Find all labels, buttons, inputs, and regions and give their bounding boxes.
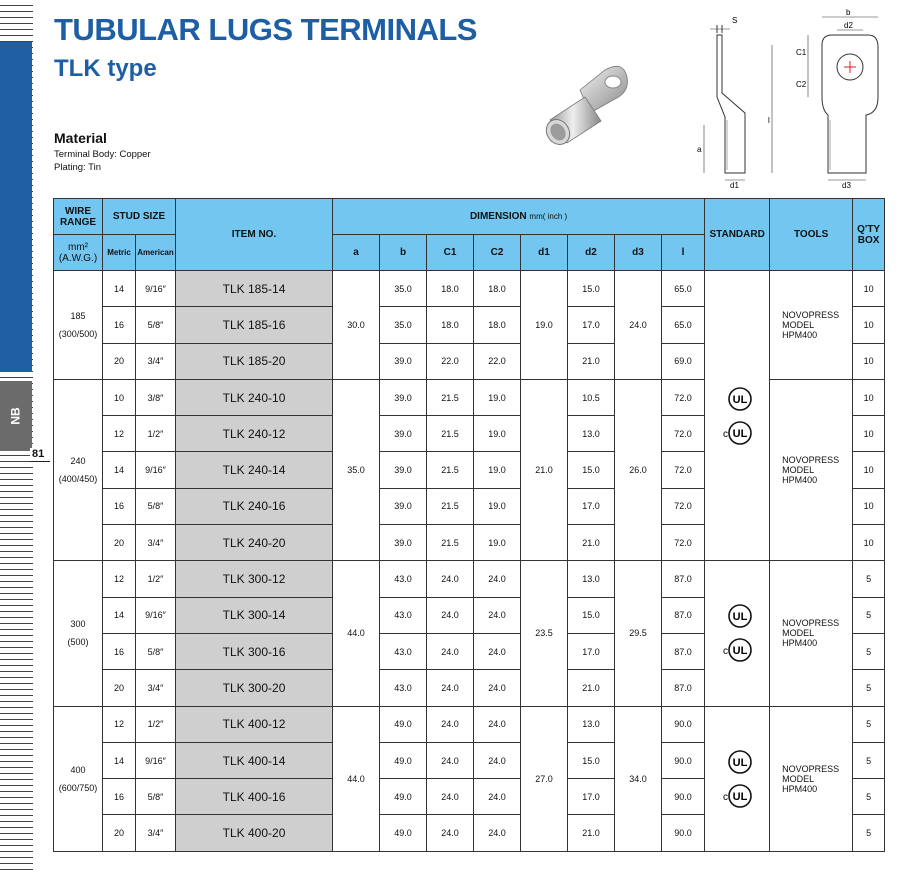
cell-dim-c2: 19.0	[474, 416, 521, 452]
cell-dim-c2: 24.0	[474, 706, 521, 742]
cell-american: 5/8″	[136, 488, 176, 524]
cell-qty: 10	[853, 488, 885, 524]
cell-item-no: TLK 240-14	[176, 452, 333, 488]
cell-item-no: TLK 240-12	[176, 416, 333, 452]
cell-dim-c1: 18.0	[427, 307, 474, 343]
lug-dimension-diagram	[690, 5, 900, 190]
wire-range-awg: (600/750)	[58, 782, 98, 793]
page-title: TUBULAR LUGS TERMINALS	[54, 12, 477, 47]
cell-metric: 16	[103, 633, 136, 669]
cell-qty: 5	[853, 779, 885, 815]
cell-tools	[770, 379, 853, 560]
cell-american: 9/16″	[136, 452, 176, 488]
wire-range-value: 400	[70, 764, 86, 775]
cell-dim-d3: 34.0	[615, 706, 662, 851]
section-tab	[0, 381, 32, 451]
cell-dim-l: 65.0	[662, 307, 705, 343]
tools-text: NOVOPRESS	[782, 763, 840, 774]
cell-dim-l: 90.0	[662, 779, 705, 815]
header-standard: STANDARD	[705, 199, 770, 271]
cell-item-no: TLK 240-10	[176, 379, 333, 415]
cell-dim-b: 39.0	[380, 488, 427, 524]
cell-dim-c2: 19.0	[474, 525, 521, 561]
ul-listed-icon	[721, 602, 753, 630]
cell-american: 3/4″	[136, 343, 176, 379]
cell-dim-b: 39.0	[380, 416, 427, 452]
cell-dim-b: 43.0	[380, 561, 427, 597]
cell-dim-b: 39.0	[380, 379, 427, 415]
header-d1: d1	[521, 235, 568, 271]
ul-mark-text: UL	[732, 645, 748, 658]
cell-dim-l: 87.0	[662, 633, 705, 669]
cell-metric: 14	[103, 452, 136, 488]
cell-dim-d2: 17.0	[568, 307, 615, 343]
cell-dim-c1: 21.5	[427, 488, 474, 524]
cell-standard	[705, 561, 770, 706]
cell-dim-l: 90.0	[662, 815, 705, 851]
cell-dim-l: 90.0	[662, 706, 705, 742]
ul-mark-text: UL	[732, 790, 748, 803]
cell-dim-b: 43.0	[380, 633, 427, 669]
cell-qty: 5	[853, 706, 885, 742]
cell-dim-c2: 22.0	[474, 343, 521, 379]
cell-qty: 10	[853, 525, 885, 561]
cell-american: 3/8″	[136, 379, 176, 415]
cell-dim-c2: 18.0	[474, 307, 521, 343]
cell-dim-l: 87.0	[662, 561, 705, 597]
cell-dim-d2: 13.0	[568, 706, 615, 742]
c-mark-text: c	[723, 646, 729, 658]
spec-table-body	[54, 271, 885, 852]
header-wire-unit: mm² (A.W.G.)	[54, 235, 103, 271]
cell-dim-c2: 24.0	[474, 633, 521, 669]
cell-item-no: TLK 400-14	[176, 742, 333, 778]
table-row	[54, 706, 885, 742]
cell-american: 1/2″	[136, 706, 176, 742]
cell-qty: 10	[853, 452, 885, 488]
cell-item-no: TLK 300-14	[176, 597, 333, 633]
header-l: l	[662, 235, 705, 271]
cell-metric: 12	[103, 416, 136, 452]
cell-dim-d3: 29.5	[615, 561, 662, 706]
cell-dim-d2: 13.0	[568, 561, 615, 597]
cell-item-no: TLK 300-16	[176, 633, 333, 669]
cell-dim-l: 65.0	[662, 271, 705, 307]
cell-dim-b: 39.0	[380, 452, 427, 488]
lug-product-photo	[535, 55, 655, 155]
c-mark-text: c	[723, 428, 729, 440]
cell-dim-c1: 21.5	[427, 525, 474, 561]
cell-american: 3/4″	[136, 670, 176, 706]
cell-qty: 5	[853, 815, 885, 851]
dim-label-s: S	[732, 16, 738, 25]
cell-dim-d2: 10.5	[568, 379, 615, 415]
cell-dim-c1: 24.0	[427, 670, 474, 706]
cell-dim-d2: 17.0	[568, 488, 615, 524]
cell-american: 3/4″	[136, 815, 176, 851]
tools-text: MODEL	[782, 773, 815, 784]
cell-tools	[770, 271, 853, 380]
cell-dim-c1: 22.0	[427, 343, 474, 379]
header-tools: TOOLS	[770, 199, 853, 271]
tools-text: NOVOPRESS	[782, 455, 840, 466]
cell-dim-c2: 24.0	[474, 815, 521, 851]
material-heading: Material	[54, 130, 107, 146]
cell-dim-c2: 24.0	[474, 561, 521, 597]
cell-metric: 12	[103, 561, 136, 597]
header-c1: C1	[427, 235, 474, 271]
cell-qty: 5	[853, 561, 885, 597]
cell-wire-range	[54, 271, 103, 380]
cell-dim-l: 69.0	[662, 343, 705, 379]
cul-listed-icon	[721, 419, 753, 447]
cell-item-no: TLK 400-16	[176, 779, 333, 815]
cell-dim-b: 35.0	[380, 271, 427, 307]
cell-metric: 14	[103, 271, 136, 307]
cell-american: 5/8″	[136, 633, 176, 669]
tools-text: HPM400	[782, 783, 818, 794]
cell-qty: 10	[853, 271, 885, 307]
cell-dim-l: 72.0	[662, 525, 705, 561]
ul-mark-text: UL	[732, 611, 748, 624]
cell-dim-b: 49.0	[380, 742, 427, 778]
cell-dim-b: 49.0	[380, 815, 427, 851]
ul-listed-icon	[721, 748, 753, 776]
cell-american: 9/16″	[136, 742, 176, 778]
cell-dim-d3: 26.0	[615, 379, 662, 560]
cell-dim-d2: 15.0	[568, 597, 615, 633]
cell-metric: 16	[103, 307, 136, 343]
cell-dim-d1: 19.0	[521, 271, 568, 380]
wire-range-awg: (400/450)	[58, 474, 98, 485]
tools-text: NOVOPRESS	[782, 618, 840, 629]
tools-text: HPM400	[782, 638, 818, 649]
cell-dim-c1: 24.0	[427, 633, 474, 669]
cell-dim-c1: 24.0	[427, 815, 474, 851]
cell-metric: 20	[103, 815, 136, 851]
cell-dim-d1: 27.0	[521, 706, 568, 851]
cell-dim-c1: 24.0	[427, 706, 474, 742]
cell-american: 5/8″	[136, 779, 176, 815]
cell-dim-c1: 24.0	[427, 779, 474, 815]
dim-label-c1: C1	[796, 48, 807, 57]
cell-tools	[770, 706, 853, 851]
material-plating: Plating: Tin	[54, 162, 101, 173]
cell-qty: 10	[853, 307, 885, 343]
cell-dim-b: 35.0	[380, 307, 427, 343]
wire-range-value: 185	[70, 310, 86, 321]
header-wire-range: WIRE RANGE	[54, 199, 103, 235]
cell-dim-c2: 19.0	[474, 452, 521, 488]
cell-dim-d2: 17.0	[568, 779, 615, 815]
cell-american: 3/4″	[136, 525, 176, 561]
cell-item-no: TLK 300-12	[176, 561, 333, 597]
cell-dim-c1: 21.5	[427, 379, 474, 415]
tools-text: NOVOPRESS	[782, 309, 840, 320]
cell-item-no: TLK 240-16	[176, 488, 333, 524]
ul-mark-text: UL	[732, 427, 748, 440]
material-body: Terminal Body: Copper	[54, 149, 151, 160]
cell-dim-l: 72.0	[662, 379, 705, 415]
cell-american: 1/2″	[136, 416, 176, 452]
ul-listed-icon	[721, 385, 753, 413]
cell-dim-c2: 19.0	[474, 488, 521, 524]
cell-dim-c2: 19.0	[474, 379, 521, 415]
cell-dim-d3: 24.0	[615, 271, 662, 380]
page-number: 81	[32, 448, 45, 460]
page-subtitle: TLK type	[54, 55, 157, 82]
cell-dim-a: 44.0	[333, 706, 380, 851]
cul-listed-icon	[721, 782, 753, 810]
cell-metric: 20	[103, 525, 136, 561]
cell-wire-range	[54, 706, 103, 851]
header-d2: d2	[568, 235, 615, 271]
cell-dim-l: 87.0	[662, 597, 705, 633]
cell-dim-d2: 13.0	[568, 416, 615, 452]
cell-dim-l: 72.0	[662, 416, 705, 452]
cell-qty: 5	[853, 633, 885, 669]
wire-range-value: 300	[70, 619, 86, 630]
cell-qty: 5	[853, 742, 885, 778]
cell-standard	[705, 271, 770, 561]
cell-metric: 16	[103, 779, 136, 815]
cell-wire-range	[54, 561, 103, 706]
cell-wire-range	[54, 379, 103, 560]
cell-metric: 20	[103, 670, 136, 706]
cell-qty: 5	[853, 597, 885, 633]
cell-dim-b: 49.0	[380, 706, 427, 742]
cell-dim-c2: 24.0	[474, 597, 521, 633]
cell-dim-b: 49.0	[380, 779, 427, 815]
cell-qty: 10	[853, 343, 885, 379]
wire-range-value: 240	[70, 456, 86, 467]
header-qty-box: Q'TY BOX	[853, 199, 885, 271]
cell-dim-c2: 18.0	[474, 271, 521, 307]
cell-dim-d2: 17.0	[568, 633, 615, 669]
ul-mark-text: UL	[732, 393, 748, 406]
cell-dim-b: 43.0	[380, 597, 427, 633]
cell-item-no: TLK 300-20	[176, 670, 333, 706]
cell-dim-c1: 24.0	[427, 742, 474, 778]
header-american: American	[136, 235, 176, 271]
dim-label-b: b	[846, 8, 851, 17]
cell-american: 1/2″	[136, 561, 176, 597]
cell-dim-l: 90.0	[662, 742, 705, 778]
section-tab-label: NB	[9, 407, 23, 425]
cell-dim-c2: 24.0	[474, 742, 521, 778]
header-b: b	[380, 235, 427, 271]
cell-item-no: TLK 185-20	[176, 343, 333, 379]
spec-table	[53, 198, 885, 852]
ul-mark-text: UL	[732, 756, 748, 769]
header-dimension	[333, 199, 705, 235]
cell-metric: 20	[103, 343, 136, 379]
cell-metric: 10	[103, 379, 136, 415]
cell-qty: 10	[853, 379, 885, 415]
header-c2: C2	[474, 235, 521, 271]
cell-item-no: TLK 400-12	[176, 706, 333, 742]
cell-dim-d1: 21.0	[521, 379, 568, 560]
cell-dim-d2: 15.0	[568, 452, 615, 488]
dim-label-d2: d2	[844, 21, 853, 30]
page-number-rule	[30, 461, 50, 462]
cell-dim-c1: 21.5	[427, 416, 474, 452]
tools-text: MODEL	[782, 319, 815, 330]
tools-text: MODEL	[782, 465, 815, 476]
cell-item-no: TLK 400-20	[176, 815, 333, 851]
header-d3: d3	[615, 235, 662, 271]
table-row	[54, 271, 885, 307]
cell-qty: 10	[853, 416, 885, 452]
cell-dim-l: 72.0	[662, 452, 705, 488]
cell-dim-d2: 15.0	[568, 742, 615, 778]
dim-label-c2: C2	[796, 80, 807, 89]
dim-label-d3: d3	[842, 181, 851, 190]
cell-dim-b: 39.0	[380, 343, 427, 379]
cell-dim-d2: 21.0	[568, 815, 615, 851]
tools-text: MODEL	[782, 628, 815, 639]
cell-metric: 14	[103, 742, 136, 778]
cell-dim-d2: 21.0	[568, 525, 615, 561]
cell-metric: 12	[103, 706, 136, 742]
cell-item-no: TLK 240-20	[176, 525, 333, 561]
header-dimension-label: DIMENSION	[469, 211, 527, 222]
cell-item-no: TLK 185-14	[176, 271, 333, 307]
cell-american: 5/8″	[136, 307, 176, 343]
cell-dim-c1: 24.0	[427, 597, 474, 633]
cell-dim-b: 39.0	[380, 525, 427, 561]
cell-dim-a: 44.0	[333, 561, 380, 706]
dim-label-a: a	[697, 145, 702, 154]
section-tab-blue	[0, 42, 32, 372]
cell-dim-d1: 23.5	[521, 561, 568, 706]
cell-dim-d2: 21.0	[568, 670, 615, 706]
cul-listed-icon	[721, 636, 753, 664]
header-item-no: ITEM NO.	[176, 199, 333, 271]
cell-standard	[705, 706, 770, 851]
wire-range-awg: (500)	[67, 637, 89, 648]
cell-qty: 5	[853, 670, 885, 706]
cell-dim-a: 35.0	[333, 379, 380, 560]
tools-text: HPM400	[782, 329, 818, 340]
cell-dim-d2: 15.0	[568, 271, 615, 307]
header-dimension-unit: mm( inch )	[529, 212, 568, 221]
cell-american: 9/16″	[136, 597, 176, 633]
cell-item-no: TLK 185-16	[176, 307, 333, 343]
dim-label-l: l	[768, 116, 770, 125]
header-a: a	[333, 235, 380, 271]
tools-text: HPM400	[782, 475, 818, 486]
cell-metric: 14	[103, 597, 136, 633]
cell-dim-l: 72.0	[662, 488, 705, 524]
cell-dim-c2: 24.0	[474, 779, 521, 815]
cell-dim-l: 87.0	[662, 670, 705, 706]
table-row	[54, 561, 885, 597]
dim-label-d1: d1	[730, 181, 739, 190]
cell-metric: 16	[103, 488, 136, 524]
cell-dim-c1: 21.5	[427, 452, 474, 488]
header-stud-size: STUD SIZE	[103, 199, 176, 235]
cell-dim-c1: 24.0	[427, 561, 474, 597]
cell-dim-a: 30.0	[333, 271, 380, 380]
header-metric: Metric	[103, 235, 136, 271]
cell-dim-c2: 24.0	[474, 670, 521, 706]
cell-tools	[770, 561, 853, 706]
cell-dim-c1: 18.0	[427, 271, 474, 307]
cell-dim-d2: 21.0	[568, 343, 615, 379]
c-mark-text: c	[723, 791, 729, 803]
wire-range-awg: (300/500)	[58, 328, 98, 339]
cell-dim-b: 43.0	[380, 670, 427, 706]
cell-american: 9/16″	[136, 271, 176, 307]
